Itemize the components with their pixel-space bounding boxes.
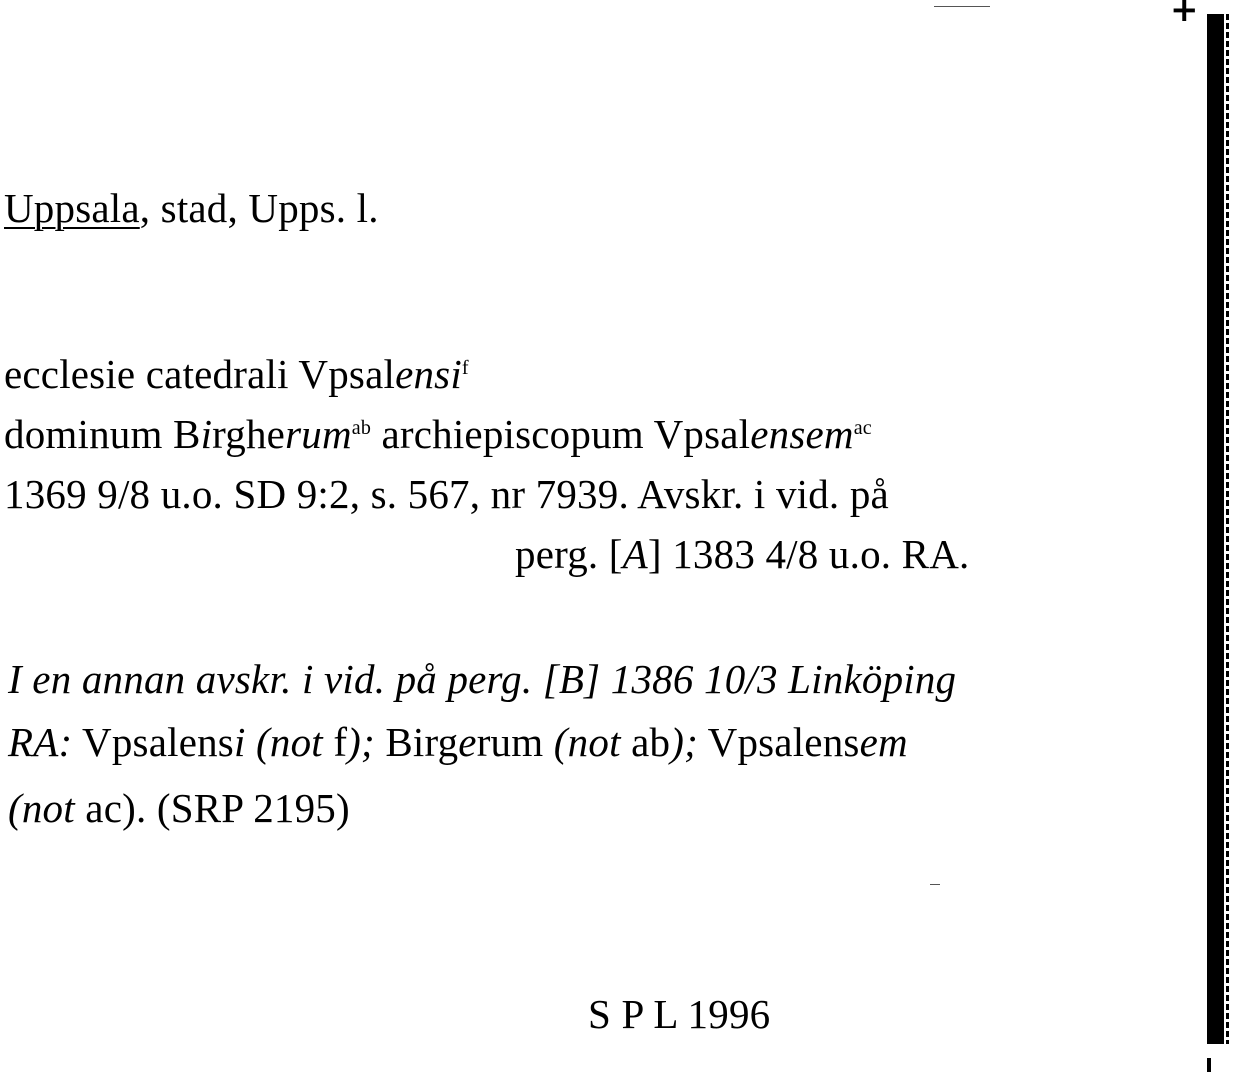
note-italic: RA:: [8, 719, 73, 765]
footnote-mark: ac: [853, 417, 872, 439]
citation-line-2: [515, 530, 969, 578]
form-text: ecclesie catedrali Vpsal: [4, 351, 396, 397]
note-text: f: [333, 719, 348, 765]
note-italic: e: [458, 719, 477, 765]
note-text: rum: [476, 719, 544, 765]
form-italic: i: [200, 411, 213, 457]
form-italic: ensi: [395, 351, 462, 397]
form-line-1: [4, 350, 469, 398]
note-italic: (not: [8, 785, 75, 831]
citation-italic: A: [622, 531, 648, 577]
note-italic: );: [347, 719, 375, 765]
form-line-2: [4, 410, 872, 458]
note-text: Vpsalens: [72, 719, 234, 765]
scan-edge-bar: [1207, 14, 1224, 1044]
footer-signature: S P L 1996: [588, 991, 771, 1037]
note-italic: i (not: [233, 719, 334, 765]
form-italic: ensem: [750, 411, 854, 457]
note-text: ac). (SRP 2195): [74, 785, 350, 831]
note-text: ab: [631, 719, 671, 765]
note-italic: );: [670, 719, 698, 765]
note-line-3: [8, 784, 350, 832]
note-line-2: [8, 718, 908, 766]
citation-text: ] 1383 4/8 u.o. RA.: [647, 531, 970, 577]
note-text: Birg: [374, 719, 459, 765]
note-italic: em: [859, 719, 908, 765]
scan-tick-mark: [1207, 1058, 1211, 1072]
scan-edge-noise: [1226, 14, 1229, 1044]
scan-speck: [934, 6, 990, 7]
place-description: , stad, Upps. l.: [139, 185, 379, 231]
entry-heading: [4, 184, 379, 232]
form-text: dominum B: [4, 411, 201, 457]
citation-line-1: 1369 9/8 u.o. SD 9:2, s. 567, nr 7939. Avskr. i vid. på: [4, 471, 889, 517]
note-italic: (not: [543, 719, 632, 765]
footnote-mark: ab: [351, 417, 372, 439]
note-text: Vpsalens: [697, 719, 860, 765]
footnote-mark: f: [461, 357, 469, 379]
note-line-1: I en annan avskr. i vid. på perg. [B] 1386 10/3 Linköping: [8, 656, 957, 702]
form-text: rghe: [212, 411, 286, 457]
form-italic: rum: [285, 411, 352, 457]
place-name: Uppsala: [4, 185, 140, 231]
crosshair-mark-icon: +: [1170, 0, 1199, 30]
scan-speck: [930, 884, 940, 885]
form-text: archiepiscopum Vpsal: [371, 411, 751, 457]
citation-text: perg. [: [515, 531, 623, 577]
